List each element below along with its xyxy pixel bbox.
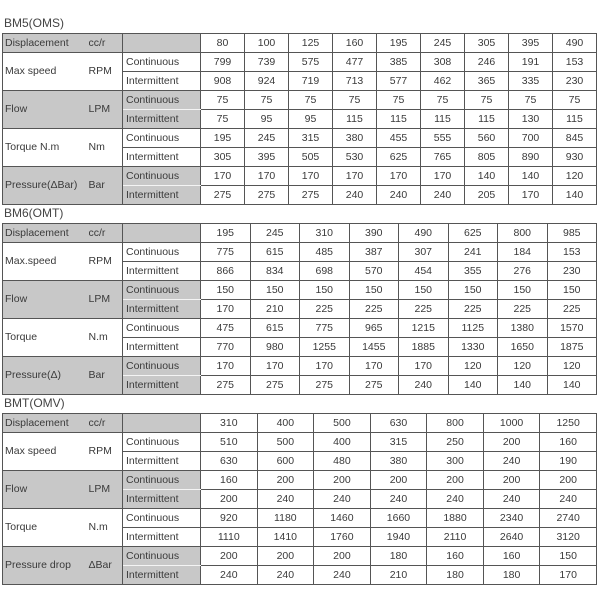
value-cell: 866	[201, 262, 251, 281]
displacement-value: 305	[465, 34, 509, 53]
unit-label: Nm	[87, 129, 123, 167]
sub-label: Intermittent	[123, 566, 201, 585]
sub-label: Continuous	[123, 509, 201, 528]
row-label: Flow	[3, 91, 87, 129]
value-cell: 630	[201, 452, 258, 471]
value-cell: 170	[399, 357, 449, 376]
value-cell: 200	[483, 433, 540, 452]
value-cell: 2340	[483, 509, 540, 528]
unit-label: RPM	[87, 243, 123, 281]
value-cell: 250	[427, 433, 484, 452]
value-cell: 75	[421, 91, 465, 110]
value-cell: 140	[553, 186, 597, 205]
sub-label: Continuous	[123, 243, 201, 262]
value-cell: 246	[465, 53, 509, 72]
value-cell: 170	[509, 186, 553, 205]
displacement-value: 1250	[540, 414, 597, 433]
value-cell: 120	[553, 167, 597, 186]
value-cell: 200	[257, 547, 314, 566]
spec-table	[2, 33, 597, 205]
value-cell: 1760	[314, 528, 371, 547]
value-cell: 153	[547, 243, 597, 262]
value-cell: 275	[300, 376, 350, 395]
value-cell: 150	[201, 281, 251, 300]
value-cell: 115	[333, 110, 377, 129]
value-cell: 577	[377, 72, 421, 91]
value-cell: 150	[547, 281, 597, 300]
table-row	[3, 547, 597, 566]
value-cell: 600	[257, 452, 314, 471]
sub-label: Intermittent	[123, 376, 201, 395]
value-cell: 120	[498, 357, 548, 376]
value-cell: 225	[547, 300, 597, 319]
value-cell: 241	[448, 243, 498, 262]
value-cell: 920	[201, 509, 258, 528]
displacement-value: 1000	[483, 414, 540, 433]
value-cell: 225	[448, 300, 498, 319]
value-cell: 980	[250, 338, 300, 357]
value-cell: 2110	[427, 528, 484, 547]
table-row	[3, 129, 597, 148]
value-cell: 170	[201, 167, 245, 186]
value-cell: 115	[553, 110, 597, 129]
value-cell: 240	[483, 452, 540, 471]
value-cell: 240	[399, 376, 449, 395]
displacement-value: 490	[553, 34, 597, 53]
value-cell: 713	[333, 72, 377, 91]
value-cell: 75	[201, 110, 245, 129]
sub-label: Intermittent	[123, 148, 201, 167]
value-cell: 200	[257, 471, 314, 490]
displacement-value: 400	[257, 414, 314, 433]
value-cell: 845	[553, 129, 597, 148]
value-cell: 150	[498, 281, 548, 300]
value-cell: 1880	[427, 509, 484, 528]
sub-label: Intermittent	[123, 110, 201, 129]
spec-section	[2, 13, 596, 205]
sub-label: Continuous	[123, 167, 201, 186]
value-cell: 275	[349, 376, 399, 395]
displacement-row	[3, 34, 597, 53]
sub-label: Continuous	[123, 91, 201, 110]
sub-label: Intermittent	[123, 338, 201, 357]
value-cell: 240	[201, 566, 258, 585]
value-cell: 230	[553, 72, 597, 91]
value-cell: 555	[421, 129, 465, 148]
value-cell: 3120	[540, 528, 597, 547]
sub-label: Continuous	[123, 129, 201, 148]
value-cell: 480	[314, 452, 371, 471]
value-cell: 120	[448, 357, 498, 376]
displacement-value: 490	[399, 224, 449, 243]
value-cell: 240	[540, 490, 597, 509]
value-cell: 195	[201, 129, 245, 148]
value-cell: 184	[498, 243, 548, 262]
value-cell: 150	[540, 547, 597, 566]
displacement-value: 800	[427, 414, 484, 433]
value-cell: 115	[465, 110, 509, 129]
value-cell: 140	[498, 376, 548, 395]
value-cell: 200	[314, 471, 371, 490]
value-cell: 160	[483, 547, 540, 566]
value-cell: 908	[201, 72, 245, 91]
value-cell: 200	[201, 490, 258, 509]
sub-label: Intermittent	[123, 262, 201, 281]
value-cell: 1460	[314, 509, 371, 528]
value-cell: 500	[257, 433, 314, 452]
value-cell: 150	[448, 281, 498, 300]
row-label: Displacement	[3, 414, 87, 433]
value-cell: 210	[370, 566, 427, 585]
section-title: BM6(OMT)	[4, 206, 64, 220]
sub-label: Continuous	[123, 357, 201, 376]
value-cell: 1660	[370, 509, 427, 528]
value-cell: 130	[509, 110, 553, 129]
value-cell: 775	[201, 243, 251, 262]
table-row	[3, 167, 597, 186]
value-cell: 1380	[498, 319, 548, 338]
value-cell: 170	[245, 167, 289, 186]
unit-label: RPM	[87, 433, 123, 471]
value-cell: 387	[349, 243, 399, 262]
value-cell: 205	[465, 186, 509, 205]
value-cell: 75	[201, 91, 245, 110]
value-cell: 615	[250, 243, 300, 262]
sub-label: Continuous	[123, 547, 201, 566]
unit-label: Bar	[87, 167, 123, 205]
unit-label: RPM	[87, 53, 123, 91]
value-cell: 140	[465, 167, 509, 186]
value-cell: 240	[483, 490, 540, 509]
spec-section	[2, 203, 596, 395]
unit-label: cc/r	[87, 34, 123, 53]
value-cell: 240	[314, 566, 371, 585]
section-title: BM5(OMS)	[4, 16, 64, 30]
value-cell: 200	[370, 471, 427, 490]
row-label: Pressure(Δ)	[3, 357, 87, 395]
value-cell: 475	[201, 319, 251, 338]
value-cell: 1180	[257, 509, 314, 528]
value-cell: 115	[377, 110, 421, 129]
blank-cell	[123, 224, 201, 243]
value-cell: 1650	[498, 338, 548, 357]
row-label: Displacement	[3, 224, 87, 243]
row-label: Torque	[3, 319, 87, 357]
value-cell: 485	[300, 243, 350, 262]
value-cell: 455	[377, 129, 421, 148]
value-cell: 170	[201, 357, 251, 376]
displacement-value: 630	[370, 414, 427, 433]
value-cell: 75	[509, 91, 553, 110]
value-cell: 275	[201, 376, 251, 395]
value-cell: 275	[289, 186, 333, 205]
value-cell: 170	[377, 167, 421, 186]
displacement-value: 80	[201, 34, 245, 53]
value-cell: 225	[349, 300, 399, 319]
value-cell: 765	[421, 148, 465, 167]
value-cell: 1110	[201, 528, 258, 547]
value-cell: 75	[553, 91, 597, 110]
value-cell: 1410	[257, 528, 314, 547]
value-cell: 275	[250, 376, 300, 395]
value-cell: 240	[421, 186, 465, 205]
value-cell: 115	[421, 110, 465, 129]
sub-label: Continuous	[123, 319, 201, 338]
displacement-value: 500	[314, 414, 371, 433]
value-cell: 245	[245, 129, 289, 148]
blank-cell	[123, 34, 201, 53]
value-cell: 170	[289, 167, 333, 186]
value-cell: 240	[427, 490, 484, 509]
unit-label: cc/r	[87, 224, 123, 243]
value-cell: 395	[245, 148, 289, 167]
value-cell: 505	[289, 148, 333, 167]
unit-label: LPM	[87, 471, 123, 509]
spec-section	[2, 393, 596, 585]
value-cell: 160	[201, 471, 258, 490]
value-cell: 305	[201, 148, 245, 167]
value-cell: 1885	[399, 338, 449, 357]
displacement-value: 390	[349, 224, 399, 243]
displacement-value: 395	[509, 34, 553, 53]
value-cell: 307	[399, 243, 449, 262]
value-cell: 200	[314, 547, 371, 566]
value-cell: 170	[349, 357, 399, 376]
table-row	[3, 433, 597, 452]
value-cell: 225	[300, 300, 350, 319]
value-cell: 75	[333, 91, 377, 110]
value-cell: 120	[547, 357, 597, 376]
value-cell: 170	[333, 167, 377, 186]
displacement-value: 310	[201, 414, 258, 433]
value-cell: 575	[289, 53, 333, 72]
sub-label: Intermittent	[123, 300, 201, 319]
value-cell: 75	[289, 91, 333, 110]
displacement-value: 100	[245, 34, 289, 53]
table-row	[3, 53, 597, 72]
displacement-value: 245	[421, 34, 465, 53]
sub-label: Intermittent	[123, 528, 201, 547]
value-cell: 150	[300, 281, 350, 300]
value-cell: 462	[421, 72, 465, 91]
value-cell: 335	[509, 72, 553, 91]
value-cell: 1330	[448, 338, 498, 357]
table-row	[3, 471, 597, 490]
value-cell: 75	[377, 91, 421, 110]
unit-label: ΔBar	[87, 547, 123, 585]
value-cell: 700	[509, 129, 553, 148]
value-cell: 805	[465, 148, 509, 167]
value-cell: 380	[370, 452, 427, 471]
unit-label: N.m	[87, 319, 123, 357]
unit-label: LPM	[87, 91, 123, 129]
value-cell: 1255	[300, 338, 350, 357]
value-cell: 615	[250, 319, 300, 338]
value-cell: 225	[498, 300, 548, 319]
value-cell: 240	[257, 490, 314, 509]
value-cell: 140	[448, 376, 498, 395]
value-cell: 140	[547, 376, 597, 395]
row-label: Pressure(ΔBar)	[3, 167, 87, 205]
value-cell: 355	[448, 262, 498, 281]
table-row	[3, 357, 597, 376]
value-cell: 1940	[370, 528, 427, 547]
displacement-value: 160	[333, 34, 377, 53]
displacement-value: 310	[300, 224, 350, 243]
row-label: Pressure drop	[3, 547, 87, 585]
spec-table	[2, 413, 597, 585]
value-cell: 1570	[547, 319, 597, 338]
value-cell: 570	[349, 262, 399, 281]
row-label: Displacement	[3, 34, 87, 53]
value-cell: 315	[289, 129, 333, 148]
displacement-value: 195	[201, 224, 251, 243]
displacement-value: 245	[250, 224, 300, 243]
value-cell: 625	[377, 148, 421, 167]
value-cell: 200	[201, 547, 258, 566]
table-row	[3, 281, 597, 300]
value-cell: 180	[370, 547, 427, 566]
value-cell: 240	[333, 186, 377, 205]
value-cell: 170	[201, 300, 251, 319]
value-cell: 150	[349, 281, 399, 300]
value-cell: 300	[427, 452, 484, 471]
value-cell: 180	[483, 566, 540, 585]
row-label: Max speed	[3, 433, 87, 471]
value-cell: 150	[399, 281, 449, 300]
value-cell: 95	[245, 110, 289, 129]
sub-label: Continuous	[123, 433, 201, 452]
value-cell: 930	[553, 148, 597, 167]
displacement-value: 125	[289, 34, 333, 53]
value-cell: 153	[553, 53, 597, 72]
value-cell: 2640	[483, 528, 540, 547]
table-row	[3, 509, 597, 528]
section-title: BMT(OMV)	[4, 396, 65, 410]
value-cell: 775	[300, 319, 350, 338]
value-cell: 170	[250, 357, 300, 376]
sub-label: Continuous	[123, 53, 201, 72]
value-cell: 770	[201, 338, 251, 357]
value-cell: 890	[509, 148, 553, 167]
value-cell: 95	[289, 110, 333, 129]
value-cell: 965	[349, 319, 399, 338]
sub-label: Continuous	[123, 281, 201, 300]
value-cell: 719	[289, 72, 333, 91]
displacement-value: 985	[547, 224, 597, 243]
unit-label: Bar	[87, 357, 123, 395]
value-cell: 924	[245, 72, 289, 91]
unit-label: cc/r	[87, 414, 123, 433]
value-cell: 380	[333, 129, 377, 148]
value-cell: 275	[245, 186, 289, 205]
value-cell: 200	[427, 471, 484, 490]
displacement-value: 195	[377, 34, 421, 53]
row-label: Max.speed	[3, 243, 87, 281]
table-row	[3, 243, 597, 262]
value-cell: 315	[370, 433, 427, 452]
value-cell: 477	[333, 53, 377, 72]
value-cell: 385	[377, 53, 421, 72]
value-cell: 2740	[540, 509, 597, 528]
value-cell: 1875	[547, 338, 597, 357]
value-cell: 230	[547, 262, 597, 281]
value-cell: 225	[399, 300, 449, 319]
value-cell: 170	[300, 357, 350, 376]
value-cell: 200	[540, 471, 597, 490]
value-cell: 170	[540, 566, 597, 585]
value-cell: 75	[465, 91, 509, 110]
value-cell: 75	[245, 91, 289, 110]
row-label: Torque N.m	[3, 129, 87, 167]
value-cell: 191	[509, 53, 553, 72]
table-row	[3, 319, 597, 338]
sub-label: Continuous	[123, 471, 201, 490]
value-cell: 190	[540, 452, 597, 471]
unit-label: N.m	[87, 509, 123, 547]
value-cell: 180	[427, 566, 484, 585]
displacement-value: 800	[498, 224, 548, 243]
value-cell: 160	[427, 547, 484, 566]
value-cell: 140	[509, 167, 553, 186]
value-cell: 739	[245, 53, 289, 72]
table-row	[3, 91, 597, 110]
sub-label: Intermittent	[123, 186, 201, 205]
row-label: Flow	[3, 281, 87, 319]
value-cell: 834	[250, 262, 300, 281]
unit-label: LPM	[87, 281, 123, 319]
spec-table	[2, 223, 597, 395]
displacement-row	[3, 224, 597, 243]
value-cell: 240	[377, 186, 421, 205]
value-cell: 170	[421, 167, 465, 186]
value-cell: 454	[399, 262, 449, 281]
value-cell: 200	[483, 471, 540, 490]
value-cell: 160	[540, 433, 597, 452]
value-cell: 560	[465, 129, 509, 148]
row-label: Flow	[3, 471, 87, 509]
row-label: Max speed	[3, 53, 87, 91]
value-cell: 530	[333, 148, 377, 167]
value-cell: 510	[201, 433, 258, 452]
value-cell: 276	[498, 262, 548, 281]
value-cell: 365	[465, 72, 509, 91]
displacement-value: 625	[448, 224, 498, 243]
displacement-row	[3, 414, 597, 433]
sub-label: Intermittent	[123, 452, 201, 471]
value-cell: 1455	[349, 338, 399, 357]
blank-cell	[123, 414, 201, 433]
value-cell: 240	[257, 566, 314, 585]
value-cell: 1125	[448, 319, 498, 338]
value-cell: 308	[421, 53, 465, 72]
value-cell: 400	[314, 433, 371, 452]
value-cell: 240	[370, 490, 427, 509]
sub-label: Intermittent	[123, 490, 201, 509]
row-label: Torque	[3, 509, 87, 547]
value-cell: 275	[201, 186, 245, 205]
value-cell: 1215	[399, 319, 449, 338]
value-cell: 799	[201, 53, 245, 72]
value-cell: 210	[250, 300, 300, 319]
value-cell: 150	[250, 281, 300, 300]
value-cell: 240	[314, 490, 371, 509]
sub-label: Intermittent	[123, 72, 201, 91]
value-cell: 698	[300, 262, 350, 281]
